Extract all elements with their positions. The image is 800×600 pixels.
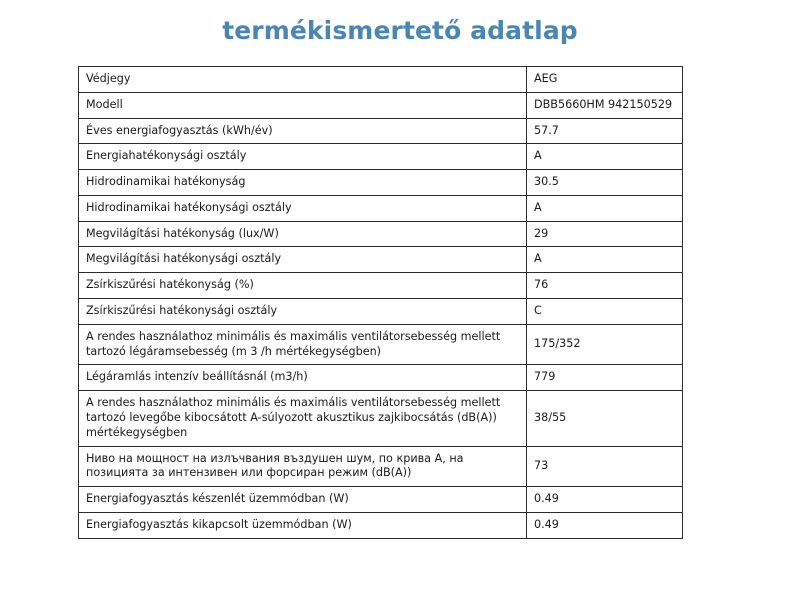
spec-label-cell: Zsírkiszűrési hatékonyság (%) (79, 273, 527, 299)
spec-value-cell: 38/55 (527, 391, 683, 446)
spec-label-cell: A rendes használathoz minimális és maximális ventilátorsebesség mellett tartozó levegőbe kibocsátott A-súlyozott akusztikus zajkibocsátás (dB(A)) mértékegységben (79, 391, 527, 446)
table-row (79, 512, 683, 538)
spec-label-cell: Légáramlás intenzív beállításnál (m3/h) (79, 365, 527, 391)
spec-label-cell: Hidrodinamikai hatékonyság (79, 170, 527, 196)
spec-value-cell: 57.7 (527, 118, 683, 144)
spec-label-cell: Energiafogyasztás kikapcsolt üzemmódban (W) (79, 512, 527, 538)
table-row (79, 273, 683, 299)
table-row (79, 144, 683, 170)
spec-label-cell: Éves energiafogyasztás (kWh/év) (79, 118, 527, 144)
spec-label-cell: Energiafogyasztás készenlét üzemmódban (W) (79, 487, 527, 513)
spec-value-cell: AEG (527, 67, 683, 93)
spec-value-cell: 0.49 (527, 487, 683, 513)
spec-value-cell: 0.49 (527, 512, 683, 538)
spec-value-cell: 175/352 (527, 324, 683, 365)
table-row (79, 170, 683, 196)
spec-label-cell: Védjegy (79, 67, 527, 93)
spec-label-cell: Hidrodinamikai hatékonysági osztály (79, 195, 527, 221)
spec-label-cell: Ниво на мощност на излъчвания въздушен шум, по крива А, на позицията за интензивен или форсиран режим (dB(A)) (79, 446, 527, 487)
table-row (79, 118, 683, 144)
table-row (79, 446, 683, 487)
spec-value-cell: 30.5 (527, 170, 683, 196)
table-row (79, 195, 683, 221)
spec-label-cell: Energiahatékonysági osztály (79, 144, 527, 170)
table-row (79, 365, 683, 391)
table-row (79, 92, 683, 118)
spec-value-cell: A (527, 247, 683, 273)
spec-value-cell: 76 (527, 273, 683, 299)
spec-value-cell: 29 (527, 221, 683, 247)
table-row (79, 299, 683, 325)
table-row (79, 247, 683, 273)
spec-table-body (79, 67, 683, 539)
spec-value-cell: 779 (527, 365, 683, 391)
table-row (79, 391, 683, 446)
spec-label-cell: Zsírkiszűrési hatékonysági osztály (79, 299, 527, 325)
spec-value-cell: DBB5660HM 942150529 (527, 92, 683, 118)
spec-label-cell: Megvilágítási hatékonysági osztály (79, 247, 527, 273)
page-title: termékismertető adatlap (222, 16, 578, 45)
spec-value-cell: A (527, 144, 683, 170)
spec-table-container (78, 66, 682, 539)
spec-value-cell: A (527, 195, 683, 221)
spec-label-cell: A rendes használathoz minimális és maximális ventilátorsebesség mellett tartozó légáramsebesség (m 3 /h mértékegységben) (79, 324, 527, 365)
spec-label-cell: Modell (79, 92, 527, 118)
spec-label-cell: Megvilágítási hatékonyság (lux/W) (79, 221, 527, 247)
table-row (79, 487, 683, 513)
table-row (79, 324, 683, 365)
spec-value-cell: 73 (527, 446, 683, 487)
spec-value-cell: C (527, 299, 683, 325)
table-row (79, 67, 683, 93)
product-spec-table (78, 66, 683, 539)
table-row (79, 221, 683, 247)
